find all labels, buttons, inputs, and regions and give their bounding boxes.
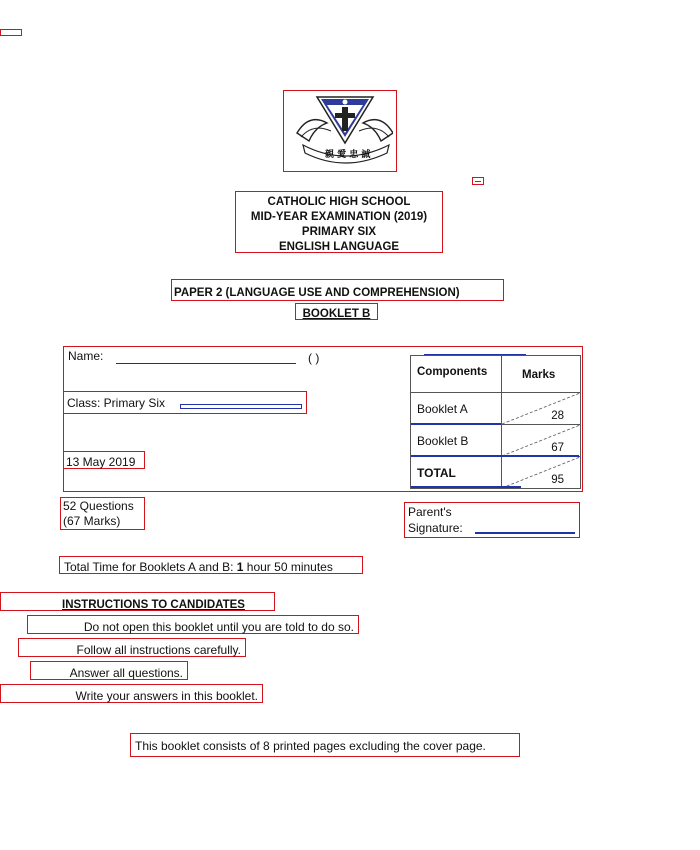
small-annotation-mark — [472, 177, 484, 185]
list-item — [0, 684, 263, 703]
school-header — [235, 191, 443, 253]
signature-input-line[interactable] — [475, 532, 575, 534]
corner-annotation-mark — [0, 29, 22, 36]
marks-booklet-b: 67 — [551, 442, 564, 454]
diagonal-line — [502, 457, 580, 488]
marks-total: 95 — [551, 474, 564, 486]
row-underline — [411, 486, 521, 488]
parent-signature-box — [404, 502, 580, 538]
instructions-heading: INSTRUCTIONS TO CANDIDATES — [62, 599, 245, 611]
booklet-label-box — [295, 303, 378, 320]
class-box — [63, 391, 307, 414]
class-label: Class: Primary Six — [67, 396, 166, 410]
marks-header: Marks — [522, 369, 556, 381]
svg-text:親 愛 忠 誠: 親 愛 忠 誠 — [325, 150, 371, 160]
instruction-3: Answer all questions. — [69, 666, 183, 680]
list-item — [18, 638, 246, 657]
class-input-blank[interactable] — [180, 404, 302, 409]
instructions-heading-box — [0, 592, 275, 611]
table-row — [411, 457, 580, 488]
date-box — [63, 451, 145, 469]
table-row — [411, 393, 580, 425]
marks-table — [410, 355, 581, 489]
component-booklet-a: Booklet A — [417, 402, 468, 416]
page-count-note-box — [130, 733, 520, 757]
components-header: Components — [417, 366, 488, 378]
school-crest-box — [283, 90, 397, 172]
school-crest-icon — [287, 93, 393, 169]
name-label: Name: — [68, 349, 104, 363]
subject-title: ENGLISH LANGUAGE — [278, 241, 400, 253]
register-number-field[interactable]: ( ) — [308, 351, 320, 365]
time-hour: 1 — [236, 560, 244, 574]
exam-title: MID-YEAR EXAMINATION (2019) — [250, 211, 428, 223]
instruction-2: Follow all instructions carefully. — [76, 643, 241, 657]
name-input-line[interactable] — [116, 362, 296, 364]
marks-booklet-a: 28 — [551, 410, 564, 422]
level-title: PRIMARY SIX — [301, 226, 377, 238]
question-count: 52 Questions — [63, 499, 134, 513]
parent-label: Parent's — [408, 505, 452, 519]
exam-date: 13 May 2019 — [66, 455, 136, 469]
diagonal-line — [502, 393, 580, 424]
paper-title: PAPER 2 (LANGUAGE USE AND COMPREHENSION) — [174, 287, 460, 299]
table-row — [411, 425, 580, 457]
time-text-post: hour 50 minutes — [243, 560, 333, 574]
component-total: TOTAL — [417, 466, 456, 480]
component-booklet-b: Booklet B — [417, 434, 469, 448]
time-text-pre: Total Time for Booklets A and B: — [64, 560, 237, 574]
booklet-label: BOOKLET B — [302, 308, 371, 320]
instruction-1: Do not open this booklet until you are told to do so. — [83, 620, 354, 634]
marks-table-header — [411, 356, 580, 393]
questions-box — [60, 497, 145, 530]
page-count-note: This booklet consists of 8 printed pages excluding the cover page. — [135, 739, 486, 753]
signature-label: Signature: — [408, 521, 463, 535]
instruction-4: Write your answers in this booklet. — [75, 689, 258, 703]
diagonal-line — [502, 425, 580, 456]
school-name: CATHOLIC HIGH SCHOOL — [267, 196, 411, 208]
marks-count: (67 Marks) — [63, 514, 121, 528]
list-item — [27, 615, 359, 634]
paper-title-box — [171, 279, 504, 301]
total-time-box — [59, 556, 363, 574]
list-item — [30, 661, 188, 680]
